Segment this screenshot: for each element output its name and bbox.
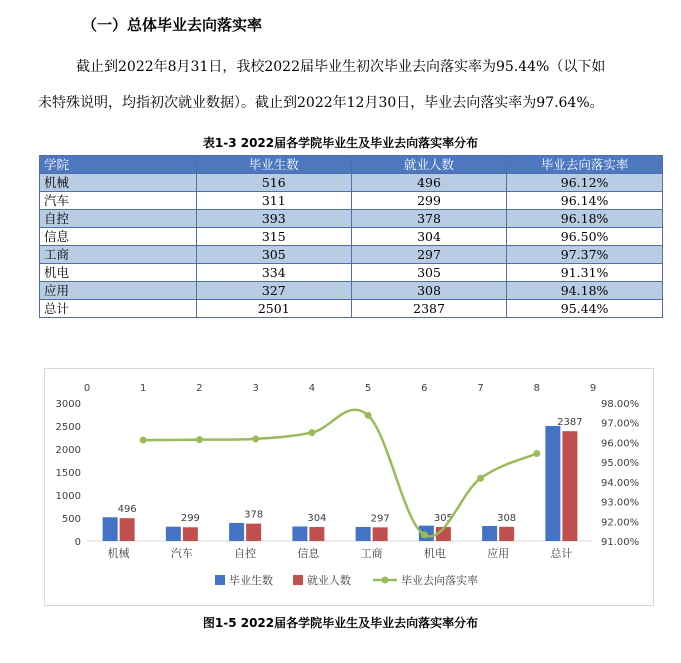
category-tick-label: 工商 (360, 547, 383, 560)
bar-data-label: 496 (117, 504, 137, 516)
bar-data-label: 304 (307, 513, 327, 525)
bar-graduates (292, 527, 307, 541)
right-axis-tick-label: 93.00% (601, 497, 640, 509)
table-row (40, 174, 663, 192)
cell-rate: 97.37% (507, 246, 663, 264)
cell-employed: 299 (351, 192, 506, 210)
cell-college: 机电 (40, 264, 197, 282)
top-axis-tick-label: 9 (589, 383, 597, 394)
bar-data-label: 299 (180, 513, 200, 525)
cell-graduates: 393 (196, 210, 351, 228)
cell-college: 工商 (40, 246, 197, 264)
cell-college: 汽车 (40, 192, 197, 210)
header-graduates: 毕业生数 (196, 156, 351, 174)
legend-label-employed: 就业人数 (307, 574, 351, 587)
bar-graduates (166, 527, 181, 541)
table-row (40, 228, 663, 246)
category-tick-label: 机械 (107, 547, 130, 560)
table-row (40, 246, 663, 264)
cell-college: 机械 (40, 174, 197, 192)
cell-rate: 95.44% (507, 300, 663, 318)
bar-data-label: 305 (433, 512, 453, 524)
cell-rate: 96.50% (507, 228, 663, 246)
right-axis-tick-label: 94.00% (601, 477, 640, 489)
right-axis-tick-label: 91.00% (601, 537, 640, 548)
bar-employed (246, 524, 261, 541)
left-axis-tick-label: 3000 (55, 399, 81, 410)
table-row (40, 210, 663, 228)
cell-graduates: 305 (196, 246, 351, 264)
section-heading: （一）总体毕业去向落实率 (82, 16, 263, 34)
top-axis-tick-label: 2 (196, 383, 203, 394)
legend-swatch-employed (293, 575, 303, 585)
college-employment-table (39, 155, 663, 318)
table-row (40, 264, 663, 282)
cell-employed: 305 (351, 264, 506, 282)
rate-point (140, 437, 147, 444)
right-axis-tick-label: 95.00% (601, 458, 640, 470)
right-axis-tick-label: 97.00% (601, 418, 640, 430)
cell-employed: 297 (351, 246, 506, 264)
cell-graduates: 516 (196, 174, 351, 192)
left-axis-tick-label: 500 (61, 514, 81, 525)
rate-point (365, 412, 372, 419)
bar-graduates (545, 426, 560, 541)
cell-college: 总计 (40, 300, 197, 318)
category-tick-label: 自控 (234, 547, 257, 560)
chart-svg (45, 369, 653, 605)
cell-rate: 94.18% (507, 282, 663, 300)
rate-point (533, 450, 540, 457)
bar-employed (373, 527, 388, 541)
cell-employed: 496 (351, 174, 506, 192)
cell-rate: 96.18% (507, 210, 663, 228)
employment-chart (44, 368, 654, 606)
top-axis-tick-label: 4 (308, 383, 316, 394)
category-tick-label: 应用 (487, 547, 510, 560)
category-tick-label: 机电 (423, 547, 446, 560)
bar-employed (309, 527, 324, 541)
cell-graduates: 311 (196, 192, 351, 210)
rate-point (196, 436, 203, 443)
right-axis-tick-label: 98.00% (601, 399, 640, 410)
left-axis-tick-label: 1500 (55, 468, 81, 479)
bar-employed (562, 431, 577, 541)
rate-point (421, 531, 428, 538)
cell-employed: 378 (351, 210, 506, 228)
right-axis-tick-label: 96.00% (601, 438, 640, 450)
bar-data-label: 2387 (557, 417, 583, 429)
top-axis-tick-label: 6 (421, 383, 428, 394)
cell-college: 信息 (40, 228, 197, 246)
bar-employed (120, 518, 135, 541)
top-axis-tick-label: 3 (252, 383, 259, 394)
cell-graduates: 334 (196, 264, 351, 282)
top-axis-tick-label: 7 (477, 383, 484, 394)
table-row-total (40, 300, 663, 318)
cell-college: 应用 (40, 282, 197, 300)
table-row (40, 192, 663, 210)
right-axis-tick-label: 92.00% (601, 517, 640, 529)
bar-employed (183, 527, 198, 541)
cell-rate: 91.31% (507, 264, 663, 282)
legend-label-rate: 毕业去向落实率 (401, 574, 478, 587)
legend-swatch-graduates (215, 575, 225, 585)
rate-line (143, 410, 537, 537)
cell-graduates: 327 (196, 282, 351, 300)
bar-graduates (356, 527, 371, 541)
cell-employed: 304 (351, 228, 506, 246)
table-row (40, 282, 663, 300)
rate-point (252, 435, 259, 442)
paragraph-line-2: 未特殊说明，均指初次就业数据）。截止到2022年12月30日，毕业去向落实率为97.64%。 (38, 95, 604, 111)
figure-caption: 图1-5 2022届各学院毕业生及毕业去向落实率分布 (202, 616, 479, 630)
legend-swatch-rate-marker (382, 577, 389, 584)
cell-rate: 96.12% (507, 174, 663, 192)
header-college: 学院 (40, 156, 197, 174)
cell-college: 自控 (40, 210, 197, 228)
cell-rate: 96.14% (507, 192, 663, 210)
category-tick-label: 信息 (297, 547, 320, 560)
header-rate: 毕业去向落实率 (507, 156, 663, 174)
bar-graduates (482, 526, 497, 541)
top-axis-tick-label: 8 (533, 383, 540, 394)
left-axis-tick-label: 2000 (55, 445, 81, 456)
header-employed: 就业人数 (351, 156, 506, 174)
cell-graduates: 2501 (196, 300, 351, 318)
bar-data-label: 297 (370, 513, 390, 525)
category-tick-label: 汽车 (170, 547, 193, 560)
rate-point (308, 429, 315, 436)
table-header-row (40, 156, 663, 174)
left-axis-tick-label: 1000 (55, 491, 81, 502)
cell-graduates: 315 (196, 228, 351, 246)
bar-graduates (229, 523, 244, 541)
table-caption: 表1-3 2022届各学院毕业生及毕业去向落实率分布 (202, 136, 479, 150)
bar-data-label: 308 (497, 512, 517, 524)
bar-data-label: 378 (244, 509, 264, 521)
cell-employed: 308 (351, 282, 506, 300)
left-axis-tick-label: 2500 (55, 422, 81, 433)
top-axis-tick-label: 1 (140, 383, 147, 394)
bar-graduates (103, 517, 118, 541)
bar-employed (499, 527, 514, 541)
left-axis-tick-label: 0 (74, 537, 81, 548)
top-axis-tick-label: 0 (83, 383, 91, 394)
rate-point (477, 475, 484, 482)
paragraph-line-1: 截止到2022年8月31日，我校2022届毕业生初次毕业去向落实率为95.44%（以下如 (76, 59, 606, 75)
category-tick-label: 总计 (550, 547, 573, 560)
cell-employed: 2387 (351, 300, 506, 318)
legend-label-graduates: 毕业生数 (229, 574, 273, 587)
top-axis-tick-label: 5 (364, 383, 372, 394)
